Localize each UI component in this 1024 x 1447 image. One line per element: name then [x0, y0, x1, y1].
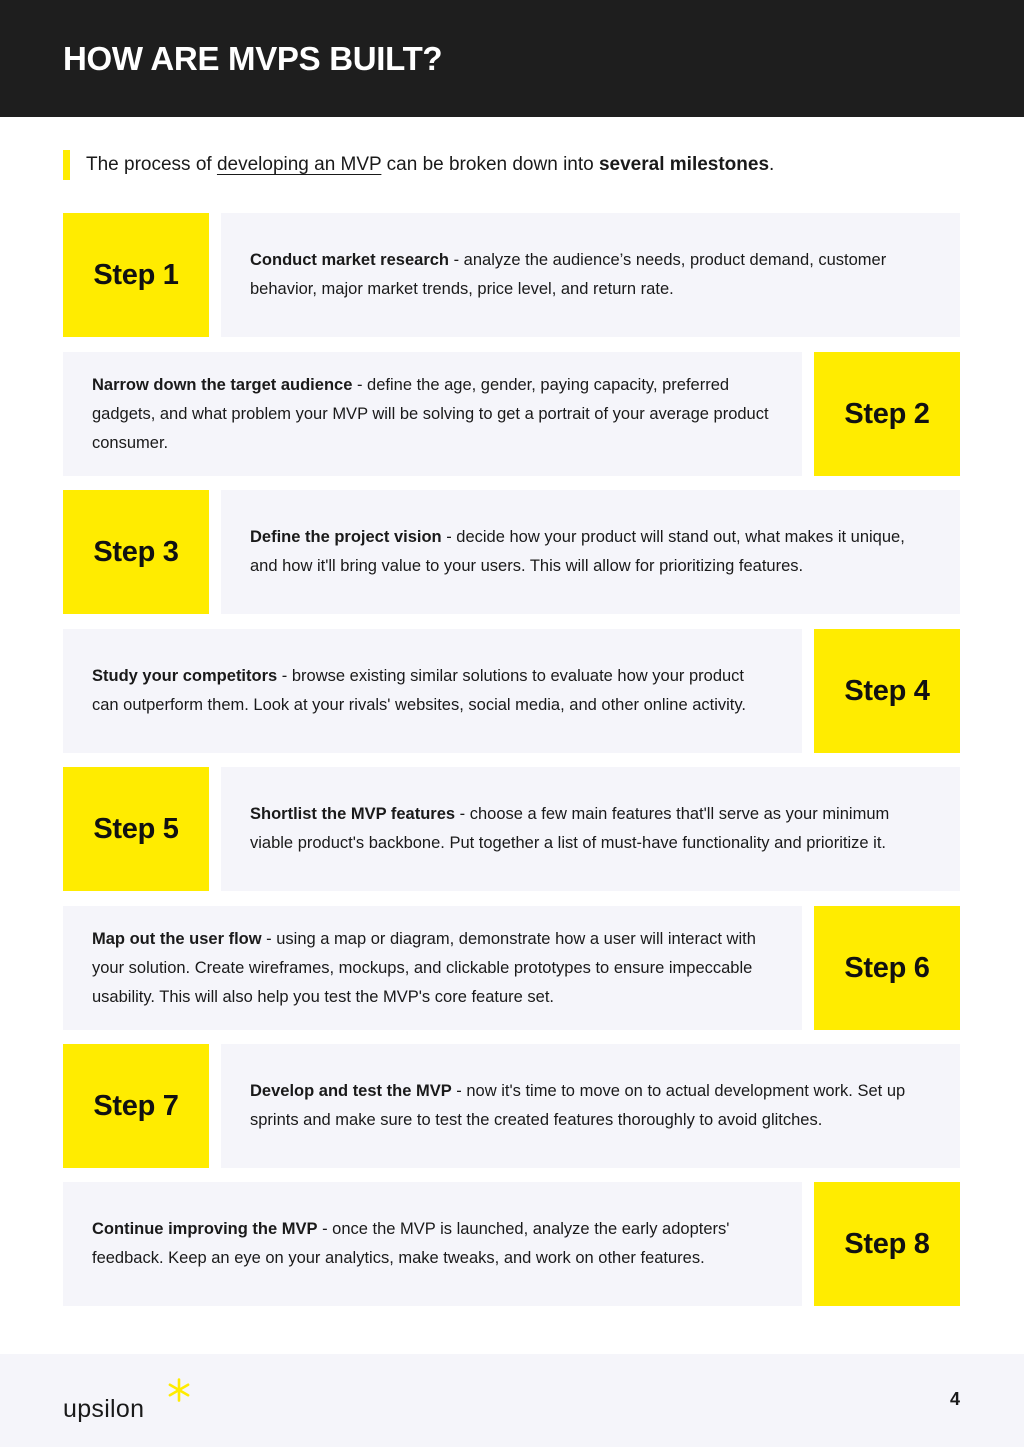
step-8-title: Continue improving the MVP — [92, 1220, 318, 1238]
step-7-body: - now it's time to move on to actual development work. Set up sprints and make sure to test the created features thoroughly to avoid glitches. — [250, 1082, 906, 1129]
intro-text — [86, 154, 774, 176]
step-1-badge: Step 1 — [63, 213, 209, 337]
step-8-description — [63, 1182, 802, 1306]
step-6-body: - using a map or diagram, demonstrate how a user will interact with your solution. Create wireframes, mockups, and clickable prototypes to ensure impeccable usability. This will also help you test the MVP's core feature set. — [92, 929, 756, 1006]
step-5-description — [221, 767, 960, 891]
intro-suffix: . — [769, 154, 775, 175]
intro-middle: can be broken down into — [381, 154, 599, 175]
intro-emphasis: several milestones — [598, 154, 770, 175]
step-8-badge: Step 8 — [814, 1182, 960, 1306]
step-6-description — [63, 906, 802, 1030]
page-header — [0, 0, 1024, 117]
page-title: HOW ARE MVPS BUILT? — [63, 40, 443, 77]
developing-mvp-link[interactable]: developing an MVP — [216, 154, 382, 175]
step-4-title: Study your competitors — [92, 667, 278, 685]
logo-text: upsilon — [63, 1395, 145, 1423]
step-2-title: Narrow down the target audience — [92, 375, 353, 394]
step-1-description — [221, 213, 960, 337]
upsilon-logo — [63, 1378, 193, 1424]
step-6-badge: Step 6 — [814, 906, 960, 1030]
step-5-title: Shortlist the MVP features — [250, 805, 456, 823]
step-4-body: - browse existing similar solutions to evaluate how your product can outperform them. Look at your rivals' websites, social media, and other online activity. — [92, 667, 746, 714]
step-3-description — [221, 490, 960, 614]
step-1-title: Conduct market research — [250, 251, 449, 269]
step-1-body: - analyze the audience’s needs, product demand, customer behavior, major market trends, price level, and return rate. — [250, 251, 887, 298]
intro-callout — [63, 150, 774, 180]
step-2-description — [63, 352, 802, 476]
callout-accent-bar — [63, 150, 70, 180]
step-3-title: Define the project vision — [250, 528, 442, 546]
step-2-badge: Step 2 — [814, 352, 960, 476]
step-3-badge: Step 3 — [63, 490, 209, 614]
step-4-badge: Step 4 — [814, 629, 960, 753]
page-number: 4 — [949, 1389, 960, 1409]
step-7-title: Develop and test the MVP — [250, 1082, 452, 1100]
step-6-title: Map out the user flow — [92, 929, 262, 948]
step-7-badge: Step 7 — [63, 1044, 209, 1168]
step-4-description — [63, 629, 802, 753]
step-5-body: - choose a few main features that'll serve as your minimum viable product's backbone. Put together a list of must-have functionality and prioritize it. — [250, 805, 890, 852]
step-8-body: - once the MVP is launched, analyze the early adopters' feedback. Keep an eye on your analytics, make tweaks, and work on other features. — [92, 1220, 730, 1267]
intro-prefix: The process of — [86, 154, 217, 175]
step-5-badge: Step 5 — [63, 767, 209, 891]
step-3-body: - decide how your product will stand out, what makes it unique, and how it'll bring value to your users. This will allow for prioritizing features. — [250, 528, 905, 575]
asterisk-icon — [167, 1378, 191, 1402]
step-2-body: - define the age, gender, paying capacity, preferred gadgets, and what problem your MVP will be solving to get a portrait of your average product consumer. — [92, 375, 769, 452]
step-7-description — [221, 1044, 960, 1168]
